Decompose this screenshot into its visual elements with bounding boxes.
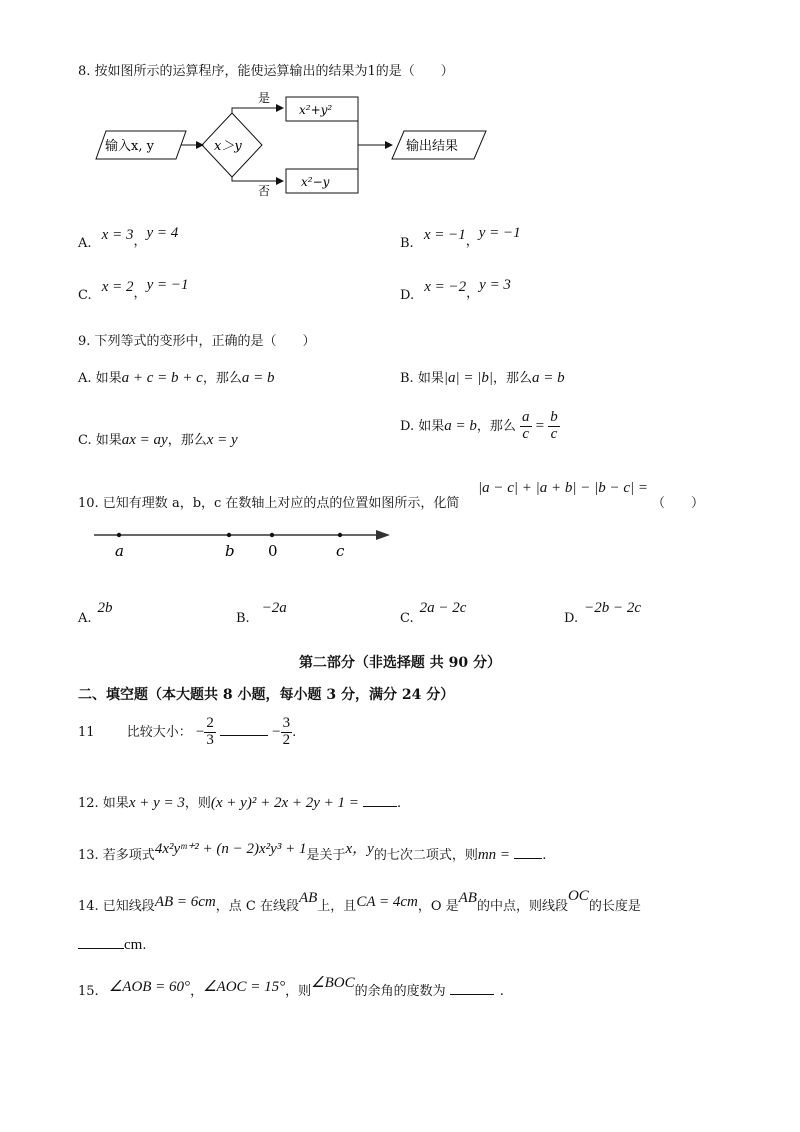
q10-expression: |a − c| + |a + b| − |b − c| = bbox=[478, 480, 649, 496]
flow-input-text: 输入x, y bbox=[105, 139, 154, 154]
q8-stem: 8. 按如图所示的运算程序，能使运算输出的结果为1的是（ ） bbox=[78, 64, 454, 79]
q10-option-a: A.2b bbox=[78, 600, 113, 626]
q10-option-c: C.2a − 2c bbox=[400, 600, 467, 626]
q9-option-a: A. 如果a + c = b + c，那么a = b bbox=[78, 370, 275, 386]
q15: 15. ∠AOB = 60°，∠AOC = 15°，则∠BOC的余角的度数为 . bbox=[78, 975, 504, 999]
section2-title: 二、填空题（本大题共 8 小题，每小题 3 分，满分 24 分） bbox=[78, 687, 455, 703]
q8-flowchart bbox=[90, 85, 510, 200]
q11-answer-blank[interactable] bbox=[220, 723, 268, 736]
q14-line2: cm. bbox=[78, 936, 146, 954]
point-c bbox=[338, 533, 342, 537]
q9-stem: 9. 下列等式的变形中，正确的是（ ） bbox=[78, 334, 316, 349]
q10-option-d: D.−2b − 2c bbox=[564, 600, 641, 626]
fraction-a-over-c: $\frac{a}{c}$ bbox=[522, 409, 530, 442]
axis-label-b: b bbox=[225, 542, 235, 560]
point-a bbox=[117, 533, 121, 537]
q9-option-c: C. 如果ax = ay，那么x = y bbox=[78, 432, 238, 448]
fraction-two-thirds: $\frac{2}{3}$ bbox=[206, 715, 214, 748]
q8-option-a: A. x = 3，y = 4 bbox=[78, 225, 179, 251]
flow-output-text: 输出结果 bbox=[406, 139, 459, 154]
q13-answer-blank[interactable] bbox=[514, 846, 542, 859]
q9-option-d: D. 如果a = b，那么 $\frac{a}{c}$ = $\frac{b}{c}$ bbox=[400, 409, 558, 442]
flow-condition-text: x＞y bbox=[214, 139, 242, 154]
q12-answer-blank[interactable] bbox=[363, 794, 397, 807]
flow-yes-label: 是 bbox=[258, 91, 271, 105]
q8-option-b: B. x = −1，y = −1 bbox=[400, 225, 521, 251]
q9-option-b: B. 如果|a| = |b|，那么a = b bbox=[400, 370, 565, 386]
q8-option-c: C. x = 2，y = −1 bbox=[78, 277, 189, 303]
q14-answer-blank[interactable] bbox=[78, 936, 124, 949]
axis-label-c: c bbox=[336, 542, 345, 560]
q10-stem: 10. 已知有理数 a，b，c 在数轴上对应的点的位置如图所示，化简 bbox=[78, 496, 460, 511]
point-b bbox=[227, 533, 231, 537]
q15-answer-blank[interactable] bbox=[450, 982, 494, 995]
fraction-three-halves: $\frac{3}{2}$ bbox=[282, 715, 291, 748]
fraction-b-over-c: $\frac{b}{c}$ bbox=[550, 409, 558, 442]
flow-no-expr: x²−y bbox=[301, 175, 330, 189]
axis-label-a: a bbox=[115, 542, 124, 560]
q10-option-b: B.−2a bbox=[236, 600, 287, 626]
q13: 13. 若多项式4x²yᵐ⁺² + (n − 2)x²y³ + 1是关于x，y的七次二项式，则mn = . bbox=[78, 841, 547, 863]
part2-title: 第二部分（非选择题 共 90 分） bbox=[298, 655, 502, 671]
q10-paren: （ ） bbox=[652, 496, 705, 511]
flow-no-label: 否 bbox=[258, 184, 271, 198]
point-zero bbox=[270, 533, 274, 537]
q11: 11 比较大小： − $\frac{2}{3}$ − $\frac{3}{2}$ . bbox=[78, 715, 297, 748]
q10-number-line bbox=[94, 522, 394, 562]
axis-label-zero: 0 bbox=[268, 542, 278, 560]
q14-line1: 14. 已知线段AB = 6cm，点 C 在线段AB上，且CA = 4cm，O 是AB的中点，则线段OC的长度是 bbox=[78, 888, 641, 914]
flow-yes-expr: x²+y² bbox=[299, 103, 333, 117]
q12: 12. 如果x + y = 3，则(x + y)² + 2x + 2y + 1 = . bbox=[78, 795, 402, 811]
q8-option-d: D. x = −2，y = 3 bbox=[400, 277, 511, 303]
